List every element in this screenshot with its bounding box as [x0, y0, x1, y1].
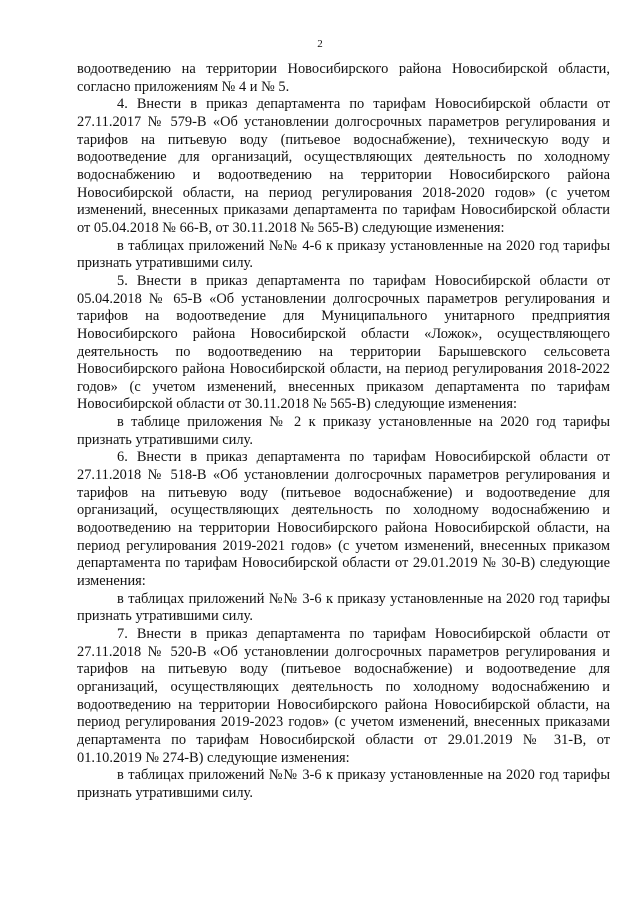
paragraph-item-7-change: в таблицах приложений №№ 3-6 к приказу установленные на 2020 год тарифы признать утратившими силу. — [77, 767, 610, 801]
paragraph-item-5: 5. Внести в приказ департамента по тарифам Новосибирской области от 05.04.2018 № 65-В «Об установлении долгосрочных параметров регулирования и тарифов на водоотведение для Муниципального унитарного предприятия Новосибирского района Новосибирской области «Ложок», осуществляющего деятельность по водоотведению на территории Барышевского сельсовета Новосибирского района Новосибирской области, на период регулирования 2018-2022 годов» (с учетом изменений, внесенных приказом департамента по тарифам Новосибирской области от 30.11.2018 № 565-В) следующие изменения: — [77, 272, 610, 413]
paragraph-item-6-change: в таблицах приложений №№ 3-6 к приказу установленные на 2020 год тарифы признать утратившими силу. — [77, 590, 610, 625]
paragraph-continuation: водоотведению на территории Новосибирского района Новосибирской области, согласно приложениям № 4 и № 5. — [77, 61, 610, 95]
paragraph-item-6: 6. Внести в приказ департамента по тарифам Новосибирской области от 27.11.2018 № 518-В «Об установлении долгосрочных параметров регулирования и тарифов на питьевую воду (питьевое водоснабжение) и водоотведение для организаций, осуществляющих деятельность по холодному водоснабжению и водоотведению на территории Новосибирского района Новосибирской области, на период регулирования 2019-2021 годов» (с учетом изменений, внесенных приказом департамента по тарифам Новосибирской области от 29.01.2019 № 30-В) следующие изменения: — [77, 449, 610, 590]
page-number: 2 — [317, 38, 323, 50]
paragraph-item-4-change: в таблицах приложений №№ 4-6 к приказу установленные на 2020 год тарифы признать утратившими силу. — [77, 237, 610, 272]
document-body — [77, 61, 610, 803]
paragraph-item-7: 7. Внести в приказ департамента по тарифам Новосибирской области от 27.11.2018 № 520-В «Об установлении долгосрочных параметров регулирования и тарифов на питьевую воду (питьевое водоснабжение) и водоотведение для организаций, осуществляющих деятельность по холодному водоснабжению и водоотведению на территории Новосибирского района Новосибирской области, на период регулирования 2019-2023 годов» (с учетом изменений, внесенных приказами департамента по тарифам Новосибирской области от 29.01.2019 № 31-В, от 01.10.2019 № 274-В) следующие изменения: — [77, 626, 610, 766]
paragraph-item-4: 4. Внести в приказ департамента по тарифам Новосибирской области от 27.11.2017 № 579-В «Об установлении долгосрочных параметров регулирования и тарифов на питьевую воду (питьевое водоснабжение), техническую воду и водоотведение для организаций, осуществляющих деятельность по холодному водоснабжению и водоотведению на территории Новосибирского района Новосибирской области, на период регулирования 2018-2020 годов» (с учетом изменений, внесенных приказами департамента по тарифам Новосибирской области от 05.04.2018 № 66-В, от 30.11.2018 № 565-В) следующие изменения: — [77, 96, 610, 236]
paragraph-item-5-change: в таблице приложения № 2 к приказу установленные на 2020 год тарифы признать утратившими силу. — [77, 414, 610, 448]
